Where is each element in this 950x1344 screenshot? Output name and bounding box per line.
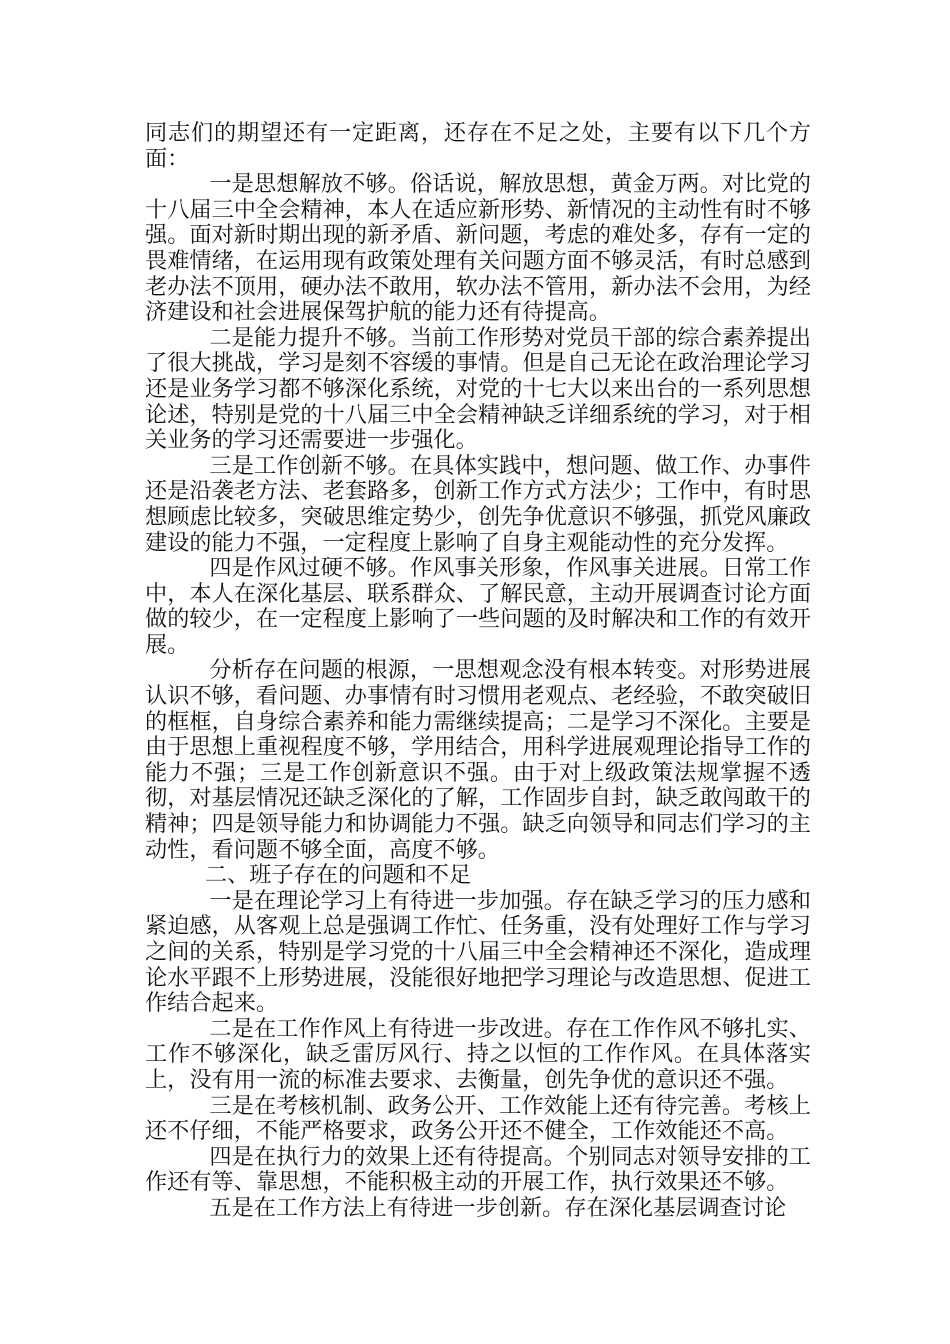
document-body [145, 121, 811, 1222]
paragraph-work-innovation: 三是工作创新不够。在具体实践中，想问题、做工作、办事件还是沿袭老方法、老套路多，创新工作方式方法少；工作中，有时思想顾虑比较多，突破思维定势少，创先争优意识不够强，抓党风廉政建设的能力不强，一定程度上影响了自身主观能动性的充分发挥。 [145, 452, 811, 556]
paragraph-work-style-improvement: 二是在工作作风上有待进一步改进。存在工作作风不够扎实、工作不够深化，缺乏雷厉风行、持之以恒的工作作风。在具体落实上，没有用一流的标准去要求、去衡量，创先争优的意识还不强。 [145, 1015, 811, 1093]
paragraph-assessment-mechanism: 三是在考核机制、政务公开、工作效能上还有待完善。考核上还不仔细，不能严格要求，政务公开还不健全，工作效能还不高。 [145, 1092, 811, 1145]
paragraph-execution: 四是在执行力的效果上还有待提高。个别同志对领导安排的工作还有等、靠思想，不能积极主动的开展工作，执行效果还不够。 [145, 1143, 811, 1196]
paragraph-thought-liberation: 一是思想解放不够。俗话说，解放思想，黄金万两。对比党的十八届三中全会精神，本人在适应新形势、新情况的主动性有时不够强。面对新时期出现的新矛盾、新问题，考虑的难处多，存有一定的畏难情绪，在运用现有政策处理有关问题方面不够灵活，有时总感到老办法不顶用，硬办法不敢用，软办法不管用，新办法不会用，为经济建设和社会进展保驾护航的能力还有待提高。 [145, 171, 811, 326]
paragraph-work-style: 四是作风过硬不够。作风事关形象，作风事关进展。日常工作中，本人在深化基层、联系群众、了解民意，主动开展调查讨论方面做的较少，在一定程度上影响了一些问题的及时解决和工作的有效开展。 [145, 555, 811, 658]
paragraph-work-method: 五是在工作方法上有待进一步创新。存在深化基层调查讨论 [209, 1194, 787, 1221]
section-heading-team-problems: 二、班子存在的问题和不足 [204, 862, 472, 889]
paragraph-ability-improvement: 二是能力提升不够。当前工作形势对党员干部的综合素养提出了很大挑战，学习是刻不容缓的事情。但是自己无论在政治理论学习还是业务学习都不够深化系统，对党的十七大以来出台的一系列思想论述，特别是党的十八届三中全会精神缺乏详细系统的学习，对于相关业务的学习还需要进一步强化。 [145, 324, 811, 454]
paragraph-root-cause-analysis: 分析存在问题的根源，一思想观念没有根本转变。对形势进展认识不够，看问题、办事情有时习惯用老观点、老经验，不敢突破旧的框框，自身综合素养和能力需继续提高；二是学习不深化。主要是由于思想上重视程度不够，学用结合，用科学进展观理论指导工作的能力不强；三是工作创新意识不强。由于对上级政策法规掌握不透彻，对基层情况还缺乏深化的了解，工作固步自封，缺乏敢闯敢干的精神；四是领导能力和协调能力不强。缺乏向领导和同志们学习的主动性，看问题不够全面，高度不够。 [145, 657, 811, 863]
paragraph-intro: 同志们的期望还有一定距离，还存在不足之处，主要有以下几个方面： [145, 120, 811, 172]
paragraph-theory-study: 一是在理论学习上有待进一步加强。存在缺乏学习的压力感和紧迫感，从客观上总是强调工作忙、任务重，没有处理好工作与学习之间的关系，特别是学习党的十八届三中全会精神还不深化，造成理论水平跟不上形势进展，没能很好地把学习理论与改造思想、促进工作结合起来。 [145, 887, 811, 1017]
